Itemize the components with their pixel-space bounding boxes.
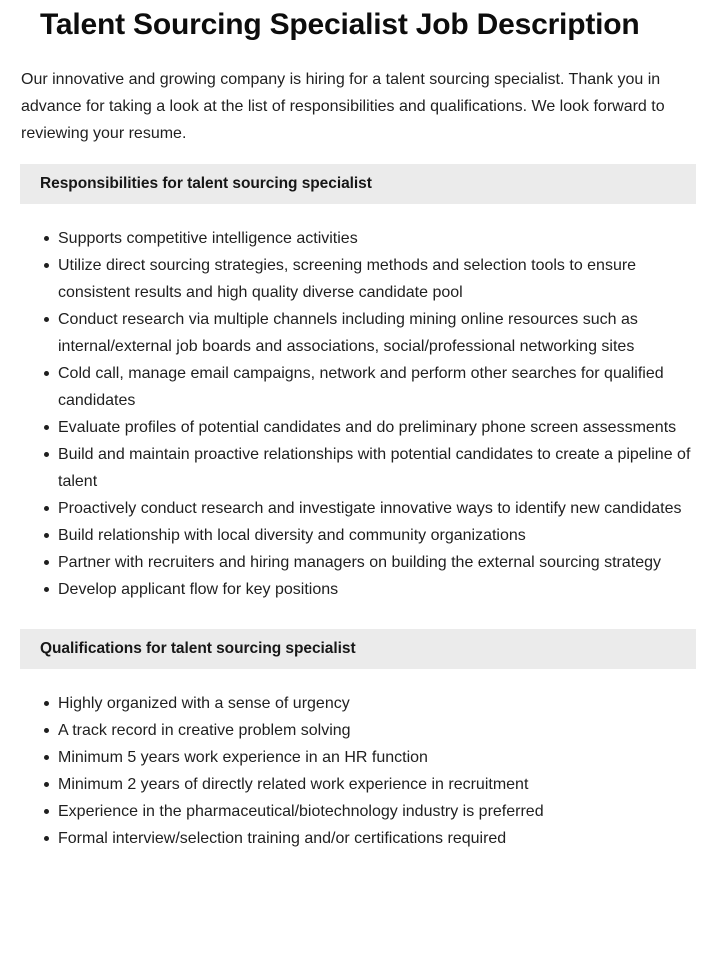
list-item — [58, 441, 694, 495]
list-item — [58, 771, 694, 798]
list-item-text: Minimum 2 years of directly related work experience in recruitment — [58, 776, 529, 793]
qualifications-list — [0, 669, 720, 852]
list-item-text: Build and maintain proactive relationships with potential candidates to create a pipeline of talent — [58, 446, 691, 490]
section-header-qualifications — [20, 629, 696, 669]
list-item-text: Build relationship with local diversity and community organizations — [58, 527, 526, 544]
section-responsibilities — [0, 164, 720, 603]
list-item — [58, 495, 694, 522]
list-item — [58, 306, 694, 360]
list-item — [58, 717, 694, 744]
list-item — [58, 414, 694, 441]
list-item-text: Cold call, manage email campaigns, network and perform other searches for qualified candidates — [58, 365, 664, 409]
list-item-text: Conduct research via multiple channels including mining online resources such as internal/external job boards and associations, social/professional networking sites — [58, 311, 638, 355]
list-item-text: Partner with recruiters and hiring managers on building the external sourcing strategy — [58, 554, 661, 571]
list-item-text: Utilize direct sourcing strategies, screening methods and selection tools to ensure consistent results and high quality diverse candidate pool — [58, 257, 637, 301]
list-item — [58, 690, 694, 717]
list-item-text: Minimum 5 years work experience in an HR function — [58, 749, 428, 766]
list-item-text: Supports competitive intelligence activities — [58, 230, 358, 247]
list-item-text: A track record in creative problem solving — [58, 722, 351, 739]
list-item — [58, 576, 694, 603]
list-item — [58, 360, 694, 414]
list-item — [58, 522, 694, 549]
page-title: Talent Sourcing Specialist Job Description — [40, 8, 640, 41]
section-qualifications — [0, 629, 720, 852]
list-item — [58, 798, 694, 825]
list-item-text: Highly organized with a sense of urgency — [58, 695, 350, 712]
list-item-text: Develop applicant flow for key positions — [58, 581, 339, 598]
intro-paragraph: Our innovative and growing company is hiring for a talent sourcing specialist. Thank you in advance for taking a look at the list of responsibilities and qualifications. We look forward to reviewing your resume. — [21, 71, 665, 142]
responsibilities-list — [0, 204, 720, 603]
list-item — [58, 252, 694, 306]
list-item-text: Experience in the pharmaceutical/biotechnology industry is preferred — [58, 803, 544, 820]
section-header-responsibilities — [20, 164, 696, 204]
list-item-text: Evaluate profiles of potential candidates and do preliminary phone screen assessments — [58, 419, 677, 436]
list-item — [58, 825, 694, 852]
list-item — [58, 549, 694, 576]
list-item-text: Proactively conduct research and investigate innovative ways to identify new candidates — [58, 500, 682, 517]
section-heading-label: Responsibilities for talent sourcing specialist — [40, 175, 372, 192]
list-item — [58, 744, 694, 771]
list-item — [58, 225, 694, 252]
list-item-text: Formal interview/selection training and/or certifications required — [58, 830, 507, 847]
section-heading-label: Qualifications for talent sourcing specialist — [40, 640, 356, 657]
